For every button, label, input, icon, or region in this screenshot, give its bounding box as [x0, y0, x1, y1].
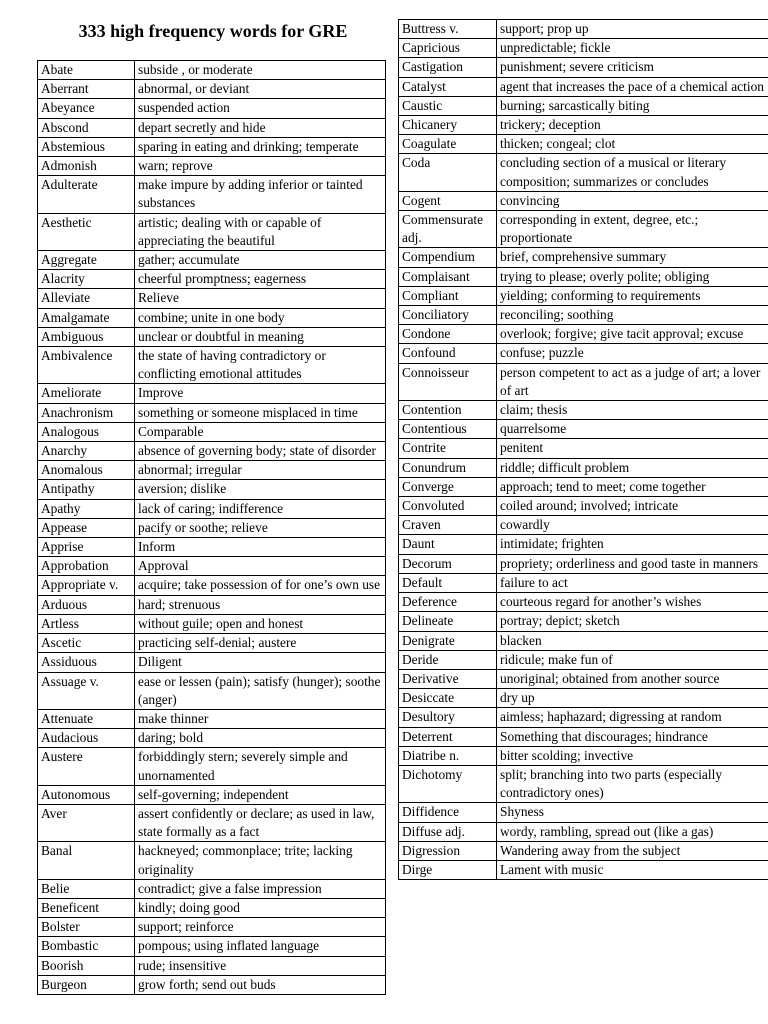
definition-cell: assert confidently or declare; as used in law, state formally as a fact — [135, 804, 386, 841]
table-row — [38, 213, 386, 250]
table-row — [38, 327, 386, 346]
table-row — [38, 251, 386, 270]
word-cell: Chicanery — [399, 116, 497, 135]
definition-cell: claim; thesis — [497, 401, 768, 420]
table-row — [399, 669, 768, 688]
table-row — [38, 634, 386, 653]
word-cell: Desultory — [399, 708, 497, 727]
table-row — [399, 822, 768, 841]
word-cell: Autonomous — [38, 785, 135, 804]
definition-cell: Shyness — [497, 803, 768, 822]
word-cell: Adulterate — [38, 176, 135, 213]
table-row — [38, 461, 386, 480]
definition-cell: support; reinforce — [135, 918, 386, 937]
word-cell: Condone — [399, 325, 497, 344]
definition-cell: hackneyed; commonplace; trite; lacking originality — [135, 842, 386, 879]
table-row — [38, 842, 386, 879]
word-cell: Derivative — [399, 669, 497, 688]
definition-cell: corresponding in extent, degree, etc.; proportionate — [497, 211, 768, 248]
word-cell: Amalgamate — [38, 308, 135, 327]
table-row — [38, 576, 386, 595]
definition-cell: burning; sarcastically biting — [497, 96, 768, 115]
table-row — [38, 347, 386, 384]
word-cell: Caustic — [399, 96, 497, 115]
word-cell: Abstemious — [38, 137, 135, 156]
definition-cell: without guile; open and honest — [135, 614, 386, 633]
word-cell: Alacrity — [38, 270, 135, 289]
word-cell: Ascetic — [38, 634, 135, 653]
table-row — [399, 458, 768, 477]
table-row — [38, 137, 386, 156]
word-cell: Buttress v. — [399, 20, 497, 39]
word-cell: Conundrum — [399, 458, 497, 477]
word-cell: Attenuate — [38, 709, 135, 728]
word-cell: Aberrant — [38, 80, 135, 99]
word-cell: Cogent — [399, 191, 497, 210]
table-row — [399, 325, 768, 344]
definition-cell: coiled around; involved; intricate — [497, 497, 768, 516]
definition-cell: hard; strenuous — [135, 595, 386, 614]
word-cell: Admonish — [38, 157, 135, 176]
table-row — [399, 363, 768, 400]
definition-cell: portray; depict; sketch — [497, 612, 768, 631]
word-cell: Ameliorate — [38, 384, 135, 403]
definition-cell: riddle; difficult problem — [497, 458, 768, 477]
definition-cell: warn; reprove — [135, 157, 386, 176]
word-cell: Denigrate — [399, 631, 497, 650]
table-row — [38, 270, 386, 289]
table-row — [399, 39, 768, 58]
definition-cell: lack of caring; indifference — [135, 499, 386, 518]
word-cell: Connoisseur — [399, 363, 497, 400]
definition-cell: courteous regard for another’s wishes — [497, 593, 768, 612]
word-cell: Ambiguous — [38, 327, 135, 346]
definition-cell: thicken; congeal; clot — [497, 135, 768, 154]
word-cell: Apathy — [38, 499, 135, 518]
table-row — [38, 422, 386, 441]
definition-cell: the state of having contradictory or conflicting emotional attitudes — [135, 347, 386, 384]
definition-cell: person competent to act as a judge of art; a lover of art — [497, 363, 768, 400]
word-cell: Abeyance — [38, 99, 135, 118]
word-cell: Belie — [38, 879, 135, 898]
table-row — [399, 439, 768, 458]
definition-cell: trying to please; overly polite; obliging — [497, 267, 768, 286]
word-cell: Aver — [38, 804, 135, 841]
definition-cell: Approval — [135, 557, 386, 576]
definition-cell: failure to act — [497, 573, 768, 592]
definition-cell: Improve — [135, 384, 386, 403]
word-cell: Aesthetic — [38, 213, 135, 250]
table-row — [399, 746, 768, 765]
table-row — [38, 289, 386, 308]
word-cell: Decorum — [399, 554, 497, 573]
definition-cell: trickery; deception — [497, 116, 768, 135]
word-cell: Apprise — [38, 538, 135, 557]
table-row — [399, 20, 768, 39]
definition-cell: concluding section of a musical or literary composition; summarizes or concludes — [497, 154, 768, 191]
word-cell: Analogous — [38, 422, 135, 441]
word-cell: Daunt — [399, 535, 497, 554]
definition-cell: unclear or doubtful in meaning — [135, 327, 386, 346]
table-row — [38, 975, 386, 994]
table-row — [399, 535, 768, 554]
word-cell: Assiduous — [38, 653, 135, 672]
definition-cell: kindly; doing good — [135, 898, 386, 917]
word-cell: Boorish — [38, 956, 135, 975]
vocab-table-right — [398, 19, 768, 880]
table-row — [38, 61, 386, 80]
word-cell: Commensurate adj. — [399, 211, 497, 248]
table-row — [38, 672, 386, 709]
table-row — [38, 614, 386, 633]
word-cell: Contrite — [399, 439, 497, 458]
definition-cell: grow forth; send out buds — [135, 975, 386, 994]
definition-cell: make thinner — [135, 709, 386, 728]
table-row — [399, 344, 768, 363]
word-cell: Beneficent — [38, 898, 135, 917]
word-cell: Deterrent — [399, 727, 497, 746]
table-row — [38, 99, 386, 118]
table-row — [399, 631, 768, 650]
word-cell: Conciliatory — [399, 306, 497, 325]
definition-cell: reconciling; soothing — [497, 306, 768, 325]
word-cell: Desiccate — [399, 689, 497, 708]
definition-cell: intimidate; frighten — [497, 535, 768, 554]
table-row — [38, 157, 386, 176]
definition-cell: aimless; haphazard; digressing at random — [497, 708, 768, 727]
table-row — [38, 937, 386, 956]
definition-cell: punishment; severe criticism — [497, 58, 768, 77]
word-cell: Diffuse adj. — [399, 822, 497, 841]
word-cell: Castigation — [399, 58, 497, 77]
definition-cell: forbiddingly stern; severely simple and unornamented — [135, 748, 386, 785]
table-row — [38, 499, 386, 518]
word-cell: Delineate — [399, 612, 497, 631]
word-cell: Contentious — [399, 420, 497, 439]
table-row — [38, 176, 386, 213]
table-row — [38, 729, 386, 748]
word-cell: Anarchy — [38, 442, 135, 461]
vocab-table-left — [37, 60, 386, 995]
definition-cell: aversion; dislike — [135, 480, 386, 499]
word-cell: Anomalous — [38, 461, 135, 480]
table-row — [38, 80, 386, 99]
definition-cell: make impure by adding inferior or tainted substances — [135, 176, 386, 213]
definition-cell: absence of governing body; state of disorder — [135, 442, 386, 461]
definition-cell: pompous; using inflated language — [135, 937, 386, 956]
definition-cell: gather; accumulate — [135, 251, 386, 270]
table-row — [399, 267, 768, 286]
table-row — [38, 748, 386, 785]
definition-cell: daring; bold — [135, 729, 386, 748]
table-row — [38, 956, 386, 975]
table-row — [38, 918, 386, 937]
page-title: 333 high frequency words for GRE — [78, 21, 348, 41]
word-cell: Converge — [399, 477, 497, 496]
table-row — [399, 477, 768, 496]
word-cell: Bombastic — [38, 937, 135, 956]
table-row — [38, 518, 386, 537]
definition-cell: support; prop up — [497, 20, 768, 39]
table-row — [38, 384, 386, 403]
table-row — [399, 689, 768, 708]
definition-cell: bitter scolding; invective — [497, 746, 768, 765]
word-cell: Diffidence — [399, 803, 497, 822]
definition-cell: Inform — [135, 538, 386, 557]
word-cell: Banal — [38, 842, 135, 879]
word-cell: Abate — [38, 61, 135, 80]
word-cell: Aggregate — [38, 251, 135, 270]
definition-cell: something or someone misplaced in time — [135, 403, 386, 422]
table-row — [399, 401, 768, 420]
table-row — [399, 612, 768, 631]
word-cell: Complaisant — [399, 267, 497, 286]
table-row — [399, 58, 768, 77]
word-cell: Contention — [399, 401, 497, 420]
table-row — [38, 595, 386, 614]
word-cell: Default — [399, 573, 497, 592]
table-row — [399, 765, 768, 802]
word-cell: Bolster — [38, 918, 135, 937]
table-row — [399, 211, 768, 248]
table-row — [399, 573, 768, 592]
definition-cell: convincing — [497, 191, 768, 210]
definition-cell: Lament with music — [497, 860, 768, 879]
table-row — [399, 420, 768, 439]
table-row — [399, 727, 768, 746]
word-cell: Deference — [399, 593, 497, 612]
word-cell: Coagulate — [399, 135, 497, 154]
definition-cell: rude; insensitive — [135, 956, 386, 975]
table-row — [38, 403, 386, 422]
word-cell: Appease — [38, 518, 135, 537]
table-row — [38, 538, 386, 557]
word-cell: Capricious — [399, 39, 497, 58]
definition-cell: practicing self-denial; austere — [135, 634, 386, 653]
table-row — [399, 116, 768, 135]
table-row — [38, 557, 386, 576]
definition-cell: dry up — [497, 689, 768, 708]
word-cell: Deride — [399, 650, 497, 669]
table-row — [399, 554, 768, 573]
table-row — [38, 898, 386, 917]
table-row — [399, 286, 768, 305]
table-row — [38, 118, 386, 137]
word-cell: Appropriate v. — [38, 576, 135, 595]
definition-cell: wordy, rambling, spread out (like a gas) — [497, 822, 768, 841]
word-cell: Confound — [399, 344, 497, 363]
definition-cell: ridicule; make fun of — [497, 650, 768, 669]
definition-cell: cheerful promptness; eagerness — [135, 270, 386, 289]
table-row — [399, 516, 768, 535]
word-cell: Assuage v. — [38, 672, 135, 709]
definition-cell: depart secretly and hide — [135, 118, 386, 137]
definition-cell: pacify or soothe; relieve — [135, 518, 386, 537]
definition-cell: ease or lessen (pain); satisfy (hunger); soothe (anger) — [135, 672, 386, 709]
word-cell: Compliant — [399, 286, 497, 305]
definition-cell: Diligent — [135, 653, 386, 672]
word-cell: Alleviate — [38, 289, 135, 308]
definition-cell: approach; tend to meet; come together — [497, 477, 768, 496]
table-row — [399, 803, 768, 822]
definition-cell: Relieve — [135, 289, 386, 308]
table-row — [399, 593, 768, 612]
word-cell: Compendium — [399, 248, 497, 267]
word-cell: Abscond — [38, 118, 135, 137]
table-row — [38, 804, 386, 841]
definition-cell: abnormal, or deviant — [135, 80, 386, 99]
definition-cell: penitent — [497, 439, 768, 458]
definition-cell: yielding; conforming to requirements — [497, 286, 768, 305]
definition-cell: quarrelsome — [497, 420, 768, 439]
word-cell: Coda — [399, 154, 497, 191]
table-row — [399, 154, 768, 191]
table-row — [38, 879, 386, 898]
definition-cell: contradict; give a false impression — [135, 879, 386, 898]
word-cell: Convoluted — [399, 497, 497, 516]
word-cell: Arduous — [38, 595, 135, 614]
word-cell: Craven — [399, 516, 497, 535]
table-row — [399, 191, 768, 210]
table-row — [399, 650, 768, 669]
table-row — [38, 785, 386, 804]
table-row — [399, 841, 768, 860]
word-cell: Audacious — [38, 729, 135, 748]
table-row — [399, 248, 768, 267]
table-row — [399, 306, 768, 325]
table-row — [38, 653, 386, 672]
definition-cell: suspended action — [135, 99, 386, 118]
table-row — [399, 77, 768, 96]
definition-cell: blacken — [497, 631, 768, 650]
definition-cell: unoriginal; obtained from another source — [497, 669, 768, 688]
word-cell: Burgeon — [38, 975, 135, 994]
word-cell: Antipathy — [38, 480, 135, 499]
definition-cell: agent that increases the pace of a chemical action — [497, 77, 768, 96]
definition-cell: artistic; dealing with or capable of appreciating the beautiful — [135, 213, 386, 250]
definition-cell: acquire; take possession of for one’s own use — [135, 576, 386, 595]
word-cell: Artless — [38, 614, 135, 633]
word-cell: Anachronism — [38, 403, 135, 422]
word-cell: Dirge — [399, 860, 497, 879]
definition-cell: cowardly — [497, 516, 768, 535]
definition-cell: Comparable — [135, 422, 386, 441]
word-cell: Dichotomy — [399, 765, 497, 802]
word-cell: Diatribe n. — [399, 746, 497, 765]
table-row — [399, 708, 768, 727]
definition-cell: overlook; forgive; give tacit approval; excuse — [497, 325, 768, 344]
definition-cell: combine; unite in one body — [135, 308, 386, 327]
table-row — [38, 308, 386, 327]
table-row — [38, 709, 386, 728]
word-cell: Approbation — [38, 557, 135, 576]
definition-cell: confuse; puzzle — [497, 344, 768, 363]
definition-cell: Something that discourages; hindrance — [497, 727, 768, 746]
definition-cell: self-governing; independent — [135, 785, 386, 804]
definition-cell: Wandering away from the subject — [497, 841, 768, 860]
word-cell: Ambivalence — [38, 347, 135, 384]
definition-cell: subside , or moderate — [135, 61, 386, 80]
table-row — [399, 497, 768, 516]
table-row — [38, 442, 386, 461]
word-cell: Catalyst — [399, 77, 497, 96]
word-cell: Austere — [38, 748, 135, 785]
word-cell: Digression — [399, 841, 497, 860]
definition-cell: brief, comprehensive summary — [497, 248, 768, 267]
table-row — [38, 480, 386, 499]
table-row — [399, 860, 768, 879]
definition-cell: abnormal; irregular — [135, 461, 386, 480]
table-row — [399, 135, 768, 154]
definition-cell: unpredictable; fickle — [497, 39, 768, 58]
definition-cell: propriety; orderliness and good taste in manners — [497, 554, 768, 573]
table-row — [399, 96, 768, 115]
definition-cell: sparing in eating and drinking; temperate — [135, 137, 386, 156]
definition-cell: split; branching into two parts (especially contradictory ones) — [497, 765, 768, 802]
